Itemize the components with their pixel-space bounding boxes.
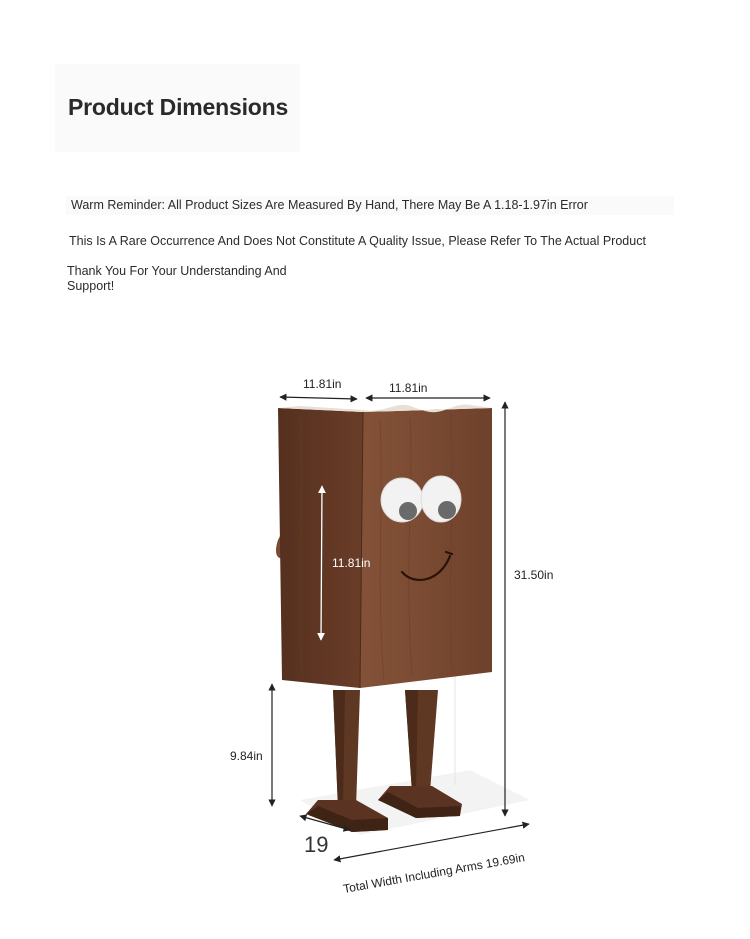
notice-line-2: This Is A Rare Occurrence And Does Not Constitute A Quality Issue, Please Refer To The Actual Product bbox=[69, 234, 646, 248]
cabinet-side bbox=[278, 408, 363, 688]
notice-line-1: Warm Reminder: All Product Sizes Are Measured By Hand, There May Be A 1.18-1.97in Error bbox=[66, 196, 674, 215]
notice-line-3: Thank You For Your Understanding And Support! bbox=[67, 264, 287, 293]
page-title: Product Dimensions bbox=[68, 94, 289, 120]
depth-label: 19 bbox=[304, 832, 329, 857]
cabinet-front bbox=[360, 408, 492, 688]
total-height-label: 31.50in bbox=[514, 568, 554, 582]
top-width-label: 11.81in bbox=[389, 381, 428, 395]
total-width-label: Total Width Including Arms 19.69in bbox=[342, 850, 526, 896]
arm-height-label: 11.81in bbox=[332, 556, 371, 570]
top-depth-label: 11.81in bbox=[303, 377, 342, 391]
leg-height-label: 9.84in bbox=[230, 749, 263, 763]
